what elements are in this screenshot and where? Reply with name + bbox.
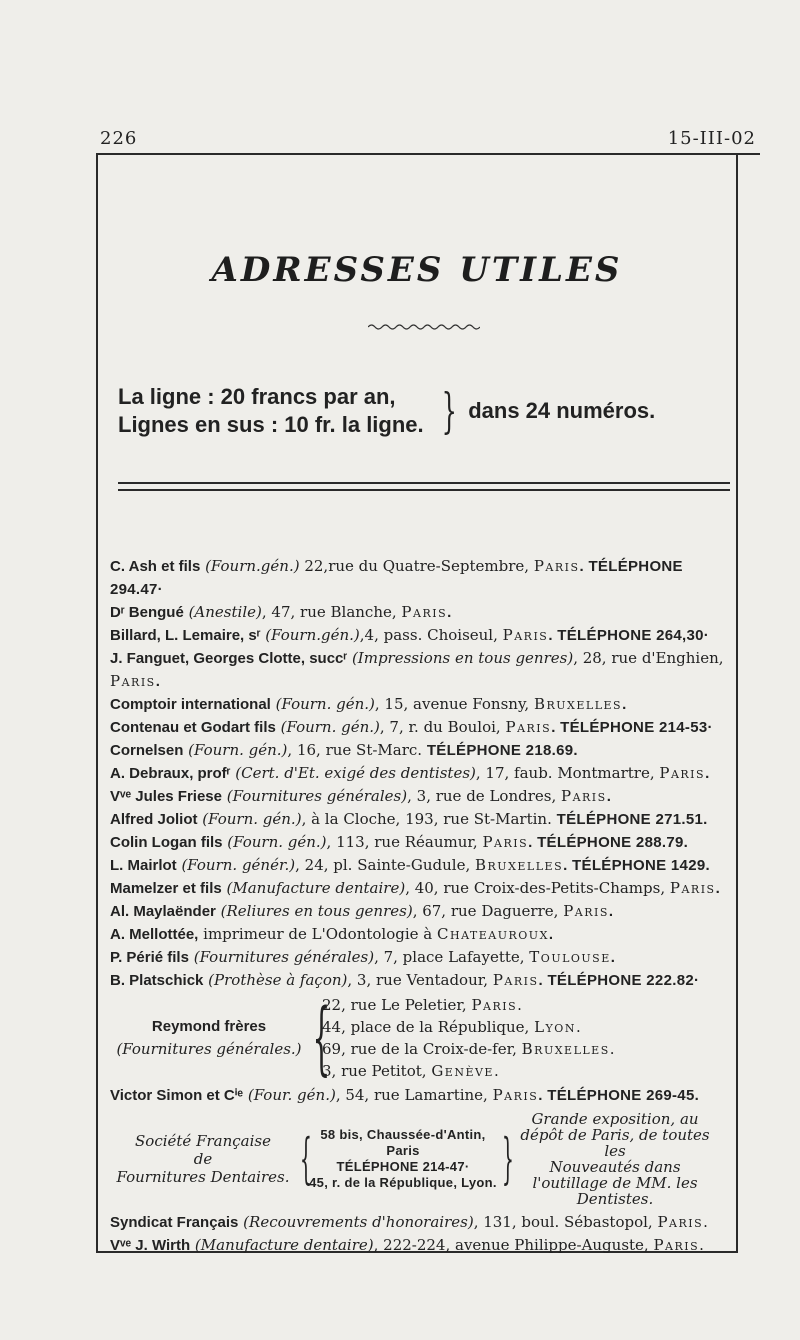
brace: {: [312, 991, 331, 1084]
reymond-addresses: [322, 994, 615, 1082]
entry-note: (Fournitures générales.): [116, 1040, 302, 1058]
list-item: Al. Maylaënder (Reliures en tous genres), 67, rue Daguerre, Paris.: [110, 902, 614, 920]
double-rule: [118, 482, 730, 491]
list-item: Syndicat Français (Recouvrements d'honoraires), 131, boul. Sébastopol, Paris.: [110, 1213, 708, 1231]
address-line: 3, rue Petitot, Genève.: [322, 1062, 499, 1080]
address-line: 44, place de la République, Lyon.: [322, 1018, 581, 1036]
list-item: Victor Simon et Cⁱᵉ (Four. gén.), 54, rue Lamartine, Paris. TÉLÉPHONE 269-45.: [110, 1086, 700, 1104]
pricing-block: [118, 383, 738, 439]
list-item: Vᵛᵉ J. Wirth (Manufacture dentaire), 222-224, avenue Philippe-Auguste, Paris.: [110, 1236, 704, 1254]
list-item: Mamelzer et fils (Manufacture dentaire), 40, rue Croix-des-Petits-Champs, Paris.: [110, 879, 721, 897]
page-number: 226: [100, 128, 138, 149]
list-item: A. Debraux, profʳ (Cert. d'Et. exigé des dentistes), 17, faub. Montmartre, Paris.: [110, 764, 710, 782]
address-line: 22, rue Le Peletier, Paris.: [322, 996, 522, 1014]
list-item: L. Mairlot (Fourn. génér.), 24, pl. Sainte-Gudule, Bruxelles. TÉLÉPHONE 1429.: [110, 856, 710, 874]
list-item: Comptoir international (Fourn. gén.), 15, avenue Fonsny, Bruxelles.: [110, 695, 627, 713]
list-item: P. Périé fils (Fournitures générales), 7, place Lafayette, Toulouse.: [110, 948, 616, 966]
list-item: A. Mellottée, imprimeur de L'Odontologie à Chateauroux.: [110, 925, 554, 943]
reymond-entry: [110, 991, 728, 1084]
list-item: Billard, L. Lemaire, sʳ (Fourn.gén.),4, pass. Choiseul, Paris. TÉLÉPHONE 264,30·: [110, 626, 710, 644]
list-item: J. Fanguet, Georges Clotte, succʳ (Impressions en tous genres), 28, rue d'Enghien, Paris.: [110, 649, 724, 690]
list-item: Alfred Joliot (Fourn. gén.), à la Cloche, 193, rue St-Martin. TÉLÉPHONE 271.51.: [110, 810, 708, 828]
list-item: Cornelsen (Fourn. gén.), 16, rue St-Marc. TÉLÉPHONE 218.69.: [110, 741, 578, 759]
societe-entry: Société Française de Fournitures Dentaires. { 58 bis, Chaussée-d'Antin, Paris TÉLÉPHONE 214-47· 45, r. de la République, Lyon. } Grande exposition, au dépôt de Paris, de toutes les Nouveautés dans l'outillage de MM. les Dentistes.: [116, 1110, 710, 1208]
list-item: C. Ash et fils (Fourn.gén.) 22,rue du Quatre-Septembre, Paris. TÉLÉPHONE 294.47·: [110, 557, 683, 598]
brace: {: [299, 1127, 312, 1190]
brace: }: [501, 1127, 514, 1190]
list-item: B. Platschick (Prothèse à façon), 3, rue Ventadour, Paris. TÉLÉPHONE 222.82·: [110, 971, 700, 989]
list-item: Contenau et Godart fils (Fourn. gén.), 7, r. du Bouloi, Paris. TÉLÉPHONE 214-53·: [110, 718, 713, 736]
pricing-brace-text: dans 24 numéros.: [468, 398, 656, 423]
page-code: 15-III-02: [667, 128, 756, 149]
entry-list: [110, 555, 728, 992]
pricing-line-1: La ligne : 20 francs par an,: [118, 384, 396, 409]
brace: }: [441, 383, 457, 439]
list-item: Vᵛᵉ Jules Friese (Fournitures générales), 3, rue de Londres, Paris.: [110, 787, 612, 805]
section-title: ADRESSES UTILES: [211, 250, 623, 290]
address-line: 69, rue de la Croix-de-fer, Bruxelles.: [322, 1040, 615, 1058]
ornament-squiggle: [368, 322, 480, 332]
pricing-line-2: Lignes en sus : 10 fr. la ligne.: [118, 412, 424, 437]
list-item: Dʳ Bengué (Anestile), 47, rue Blanche, Paris.: [110, 603, 452, 621]
address-list: [110, 555, 728, 1257]
entry-name: Reymond frères: [151, 1018, 267, 1035]
list-item: Colin Logan fils (Fourn. gén.), 113, rue Réaumur, Paris. TÉLÉPHONE 288.79.: [110, 833, 689, 851]
